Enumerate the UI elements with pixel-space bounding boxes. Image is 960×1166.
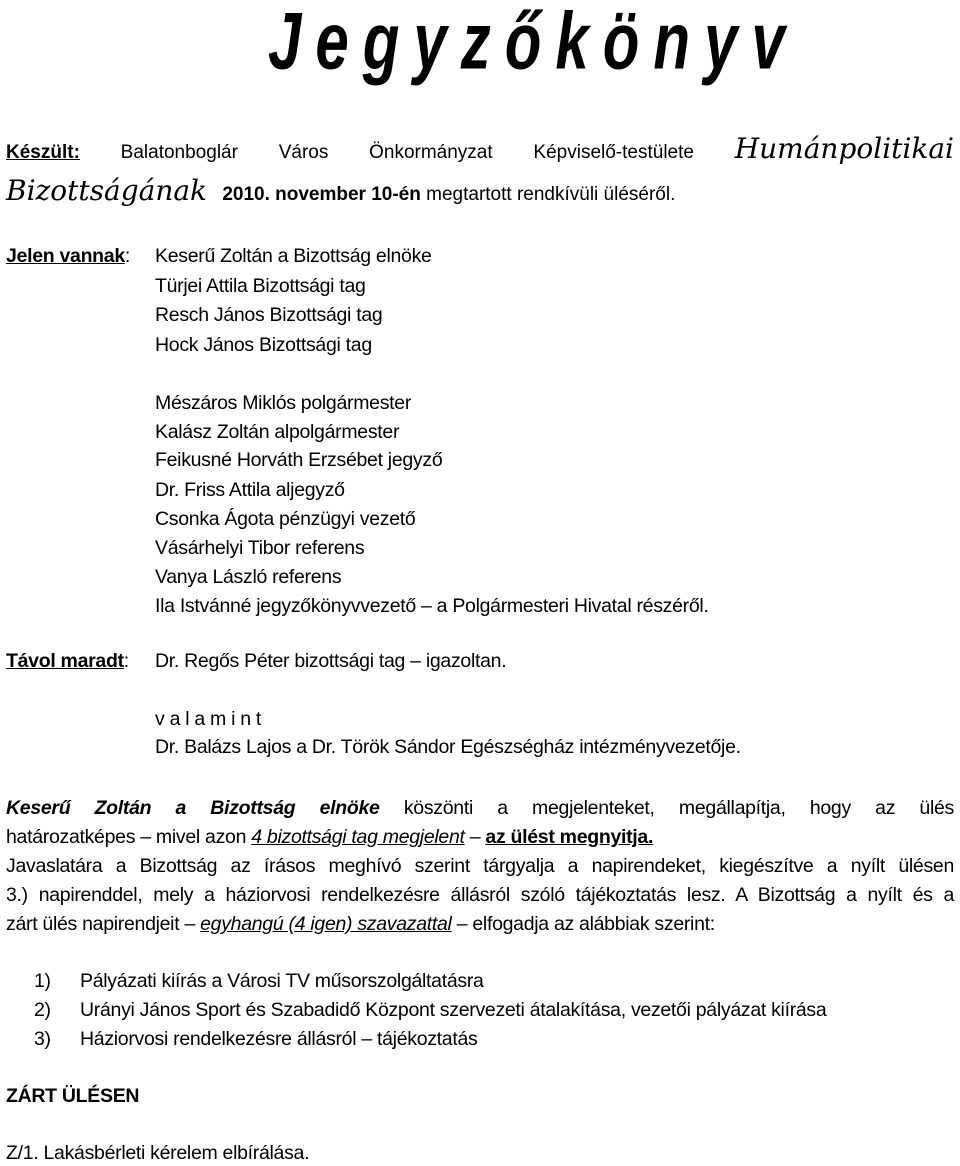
official-4: Dr. Friss Attila aljegyző <box>155 479 345 501</box>
meeting-description: megtartott rendkívüli üléséről. <box>426 184 676 205</box>
header-word-1: Balatonboglár <box>120 142 238 163</box>
member-3: Resch János Bizottsági tag <box>155 304 383 326</box>
prepared-label: Készült: <box>6 142 80 163</box>
official-6: Vásárhelyi Tibor referens <box>155 537 365 559</box>
official-2: Kalász Zoltán alpolgármester <box>155 421 400 443</box>
agenda-item-1: 1) Pályázati kiírás a Városi TV műsorszolgáltatásra <box>34 970 484 992</box>
closed-session-heading: ZÁRT ÜLÉSEN <box>6 1085 140 1107</box>
absent-label-row: Távol maradt: <box>6 650 129 672</box>
agenda-item-2: 2) Urányi János Sport és Szabadidő Központ szervezeti átalakítása, vezetői pályázat kiírása <box>34 999 827 1021</box>
official-3: Feikusné Horváth Erzsébet jegyző <box>155 449 443 471</box>
meeting-opened: az ülést megnyitja. <box>485 826 654 848</box>
attendance-label: Jelen vannak <box>6 245 125 267</box>
chair-name: Keserű Zoltán a Bizottság elnöke <box>6 797 380 819</box>
official-7: Vanya László referens <box>155 566 342 588</box>
attendance-label-row: Jelen vannak: <box>6 245 131 267</box>
header-word-3: Önkormányzat <box>369 142 493 163</box>
meeting-date: 2010. november 10-én <box>222 184 421 205</box>
committee-name-part2: Bizottságának <box>6 174 208 207</box>
header-line-1 <box>6 132 954 165</box>
opening-line-2: határozatképes – mivel azon 4 bizottsági tag megjelent – az ülést megnyitja. <box>6 826 654 848</box>
opening-line-1: Keserű Zoltán a Bizottság elnöke köszönti a megjelenteket, megállapítja, hogy az ülés <box>6 797 954 819</box>
member-2: Türjei Attila Bizottsági tag <box>155 275 366 297</box>
agenda-item-3: 3) Háziorvosi rendelkezésre állásról – tájékoztatás <box>34 1028 478 1050</box>
absent-other: Dr. Balázs Lajos a Dr. Török Sándor Egészségház intézményvezetője. <box>155 736 741 758</box>
vote-result: egyhangú (4 igen) szavazattal <box>200 913 452 935</box>
header-word-4: Képviselő-testülete <box>533 142 694 163</box>
member-1: Keserű Zoltán a Bizottság elnöke <box>155 245 432 267</box>
official-5: Csonka Ágota pénzügyi vezető <box>155 508 416 530</box>
quorum-text: 4 bizottsági tag megjelent <box>251 826 465 848</box>
header-word-2: Város <box>278 142 329 163</box>
opening-line-3: Javaslatára a Bizottság az írásos meghívó szerint tárgyalja a napirendeket, kiegészítve a nyílt ülésen <box>6 855 954 877</box>
header-line-2 <box>6 174 675 207</box>
closed-session-item: Z/1. Lakásbérleti kérelem elbírálása. <box>6 1142 310 1164</box>
also-text: v a l a m i n t <box>155 708 262 730</box>
official-1: Mészáros Miklós polgármester <box>155 392 412 414</box>
committee-name-part1: Humánpolitikai <box>734 132 954 165</box>
official-8: Ila Istvánné jegyzőkönyvvezető – a Polgármesteri Hivatal részéről. <box>155 595 709 617</box>
document-title: Jegyzőkönyv <box>268 0 799 86</box>
absent-member: Dr. Regős Péter bizottsági tag – igazoltan. <box>155 650 507 672</box>
absent-label: Távol maradt <box>6 650 124 672</box>
member-4: Hock János Bizottsági tag <box>155 334 372 356</box>
opening-line-4: 3.) napirenddel, mely a háziorvosi rendelkezésre állásról szóló tájékoztatás lesz. A Bizottság a nyílt és a <box>6 884 954 906</box>
opening-line-5: zárt ülés napirendjeit – egyhangú (4 igen) szavazattal – elfogadja az alábbiak szerint: <box>6 913 715 935</box>
